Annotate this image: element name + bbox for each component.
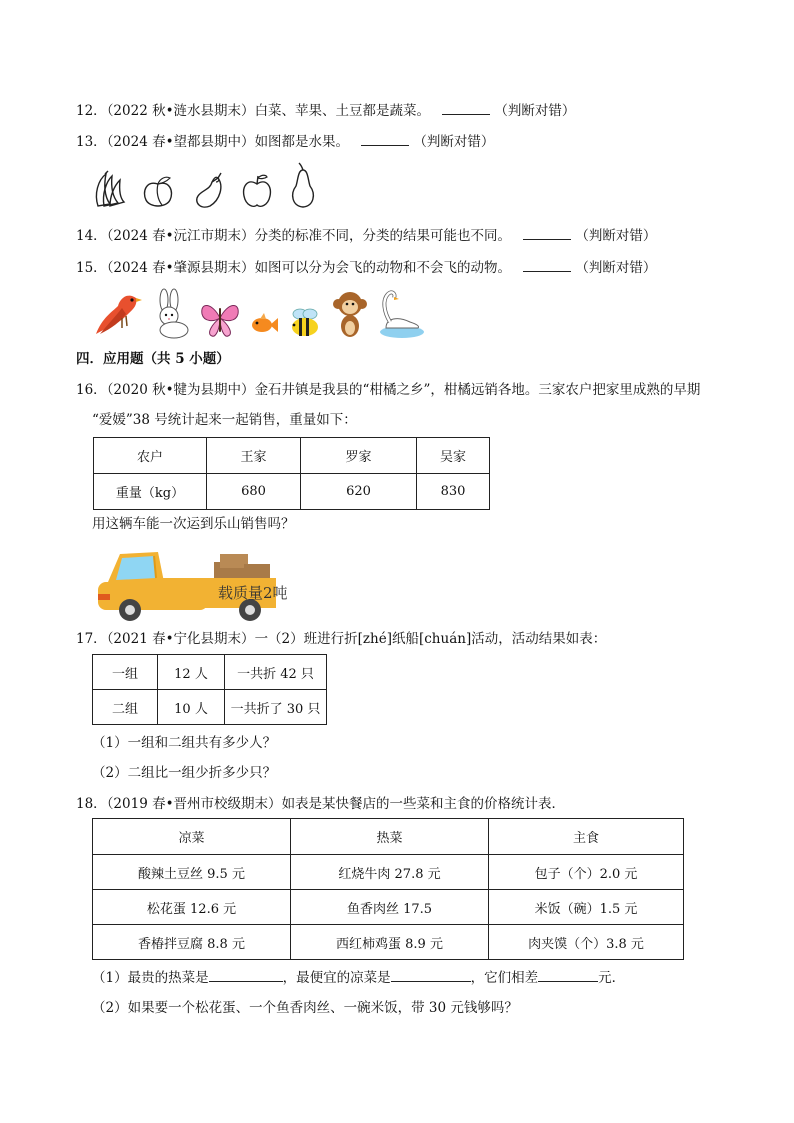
question-17 xyxy=(76,630,606,648)
table-cell: 二组 xyxy=(93,690,158,725)
answer-blank[interactable] xyxy=(209,968,283,982)
question-12 xyxy=(76,101,575,120)
question-16-line2: “爱媛”38 号统计起来一起销售，重量如下： xyxy=(92,412,357,428)
table-cell: 620 xyxy=(301,474,417,510)
origami-table xyxy=(92,654,327,725)
sub-text: 元． xyxy=(598,970,626,986)
bird-icon xyxy=(92,288,144,340)
question-number: 13． xyxy=(76,134,107,150)
table-cell: 红烧牛肉 27.8 元 xyxy=(291,855,489,890)
answer-blank[interactable] xyxy=(538,968,598,982)
table-cell: 米饭（碗）1.5 元 xyxy=(489,890,684,925)
answer-blank[interactable] xyxy=(361,132,409,146)
section-title: 四．应用题（共 5 小题） xyxy=(76,351,230,367)
question-tail: （判断对错） xyxy=(575,260,657,276)
table-row xyxy=(93,855,684,890)
question-14 xyxy=(76,226,656,245)
question-text: 金石井镇是我县的“柑橘之乡”，柑橘远销各地。三家农户把家里成熟的早期 xyxy=(254,382,701,398)
table-row xyxy=(93,690,327,725)
rabbit-icon xyxy=(150,288,192,340)
question-tail: （判断对错） xyxy=(494,103,576,119)
question-source: （2024 春•肇源县期末） xyxy=(106,260,255,276)
question-16-ask: 用这辆车能一次运到乐山销售吗？ xyxy=(92,516,295,532)
question-18-sub2: （2）如果要一个松花蛋、一个鱼香肉丝、一碗米饭，带 30 元钱够吗？ xyxy=(92,1000,518,1016)
question-source: （2022 秋•涟水县期末） xyxy=(106,103,255,119)
table-row xyxy=(94,474,490,510)
question-number: 18． xyxy=(76,796,107,812)
table-cell: 重量（kg） xyxy=(94,474,207,510)
eggplant-icon xyxy=(190,170,226,210)
question-tail: （判断对错） xyxy=(413,134,495,150)
question-tail: （判断对错） xyxy=(575,228,657,244)
question-text: 如图可以分为会飞的动物和不会飞的动物。 xyxy=(254,260,512,276)
table-cell: 10 人 xyxy=(158,690,225,725)
sub-text: ，它们相差 xyxy=(470,970,539,986)
banana-icon xyxy=(92,170,126,210)
question-number: 14． xyxy=(76,228,107,244)
sub-text: ，最便宜的凉菜是 xyxy=(282,970,391,986)
table-header-cell: 热菜 xyxy=(291,819,489,855)
table-cell: 鱼香肉丝 17.5 xyxy=(291,890,489,925)
apple-icon xyxy=(240,172,274,210)
orange-weight-table xyxy=(93,437,490,510)
question-text: 一（2）班进行折[zhé]纸船[chuán]活动，活动结果如表： xyxy=(254,631,607,647)
question-number: 15． xyxy=(76,260,107,276)
answer-blank[interactable] xyxy=(523,226,571,240)
table-cell: 830 xyxy=(417,474,490,510)
question-17-sub1: （1）一组和二组共有多少人？ xyxy=(92,735,277,751)
question-number: 17． xyxy=(76,631,107,647)
question-number: 16． xyxy=(76,382,107,398)
table-row xyxy=(93,655,327,690)
animal-images xyxy=(92,286,426,340)
question-source: （2024 春•望都县期中） xyxy=(106,134,255,150)
monkey-icon xyxy=(330,288,370,340)
table-header-row xyxy=(93,819,684,855)
question-source: （2019 春•晋州市校级期末） xyxy=(106,796,282,812)
bee-icon xyxy=(286,306,324,340)
table-cell: 酸辣土豆丝 9.5 元 xyxy=(93,855,291,890)
question-18 xyxy=(76,795,565,813)
table-header-cell: 王家 xyxy=(207,438,301,474)
table-cell: 一共折了 30 只 xyxy=(225,690,327,725)
table-cell: 一组 xyxy=(93,655,158,690)
answer-blank[interactable] xyxy=(391,968,471,982)
question-16 xyxy=(76,381,700,399)
question-source: （2021 春•宁化县期末） xyxy=(106,631,255,647)
table-cell: 包子（个）2.0 元 xyxy=(489,855,684,890)
table-row xyxy=(93,925,684,960)
question-17-sub2: （2）二组比一组少折多少只？ xyxy=(92,765,277,781)
answer-blank[interactable] xyxy=(523,258,571,272)
table-cell: 680 xyxy=(207,474,301,510)
question-text: 如表是某快餐店的一些菜和主食的价格统计表． xyxy=(281,796,566,812)
table-header-cell: 农户 xyxy=(94,438,207,474)
truck-capacity-label: 载质量2吨 xyxy=(218,584,288,602)
swan-icon xyxy=(376,288,426,340)
table-header-cell: 凉菜 xyxy=(93,819,291,855)
table-cell: 松花蛋 12.6 元 xyxy=(93,890,291,925)
fruit-veg-images xyxy=(92,160,318,210)
table-header-cell: 罗家 xyxy=(301,438,417,474)
question-15 xyxy=(76,258,656,277)
table-header-cell: 主食 xyxy=(489,819,684,855)
peach-icon xyxy=(140,174,176,210)
fish-icon xyxy=(248,310,280,340)
question-source: （2024 春•沅江市期末） xyxy=(106,228,255,244)
butterfly-icon xyxy=(198,296,242,340)
question-13 xyxy=(76,132,494,151)
table-cell: 一共折 42 只 xyxy=(225,655,327,690)
table-cell: 肉夹馍（个）3.8 元 xyxy=(489,925,684,960)
table-header-row xyxy=(94,438,490,474)
table-cell: 香椿拌豆腐 8.8 元 xyxy=(93,925,291,960)
table-row xyxy=(93,890,684,925)
question-text: 白菜、苹果、土豆都是蔬菜。 xyxy=(254,103,431,119)
answer-blank[interactable] xyxy=(442,101,490,115)
table-header-cell: 吴家 xyxy=(417,438,490,474)
question-number: 12． xyxy=(76,103,107,119)
question-source: （2020 秋•犍为县期中） xyxy=(106,382,255,398)
table-cell: 12 人 xyxy=(158,655,225,690)
sub-text: （1）最贵的热菜是 xyxy=(92,970,209,986)
pear-icon xyxy=(288,162,318,210)
question-text: 分类的标准不同，分类的结果可能也不同。 xyxy=(254,228,512,244)
question-18-sub1 xyxy=(92,968,625,987)
menu-price-table xyxy=(92,818,684,960)
question-text: 如图都是水果。 xyxy=(254,134,350,150)
table-cell: 西红柿鸡蛋 8.9 元 xyxy=(291,925,489,960)
